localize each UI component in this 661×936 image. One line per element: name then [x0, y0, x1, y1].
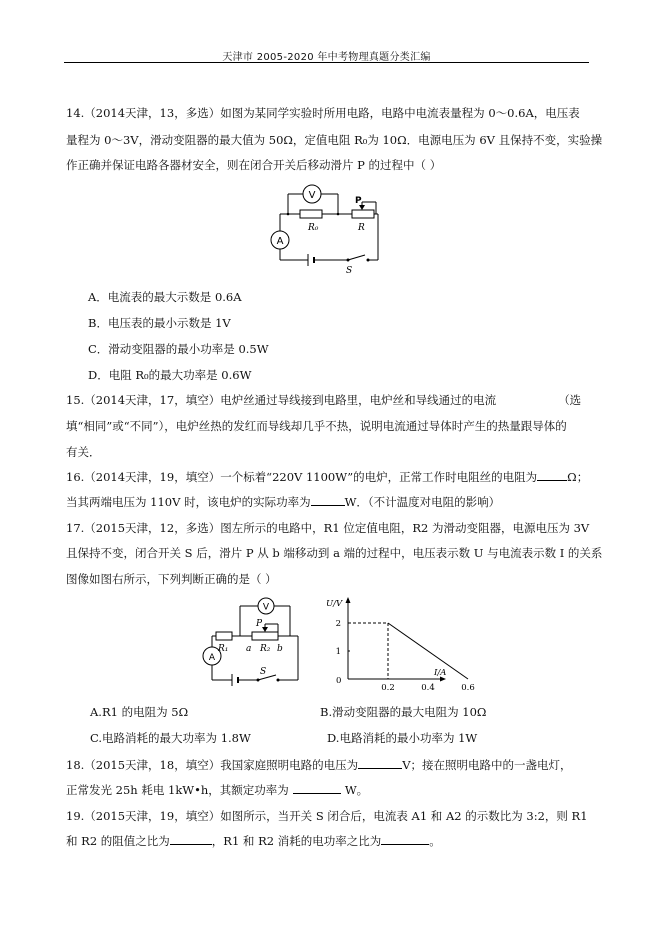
q15-line-3-text: 有关．	[66, 445, 101, 459]
q18-line-1-text: 18.（2015天津，18，填空）我国家庭照明电路的电压为	[66, 758, 359, 772]
q14-slider-label: P	[355, 196, 362, 206]
q16-line-2	[66, 494, 500, 510]
q16-line-1-text: 16.（2014天津，19，填空）一个标着“220V 1100W”的电炉，正常工作时电阻丝的电阻为	[66, 470, 538, 484]
q17-a-label: a	[246, 644, 252, 654]
x-tick-label: 0.6	[461, 683, 475, 693]
q17-b-label: b	[277, 644, 283, 654]
q14-circuit-diagram	[270, 180, 390, 275]
q17-ammeter-label: A	[208, 653, 216, 663]
q19-line-1: 19.（2015天津，19，填空）如图所示，当开关 S 闭合后，电流表 A1 和 A2 的示数比为 3:2，则 R1	[66, 809, 588, 823]
q14-ammeter-label: A	[276, 236, 284, 247]
q17-resistor-r1	[216, 632, 232, 640]
q19-line-2-tail: 。	[429, 834, 441, 848]
q14-line-2: 量程为 0～3V，滑动变阻器的最大值为 50Ω，定值电阻 R₀为 10Ω．电源电压为 6V 且保持不变，实验操	[66, 133, 603, 147]
q17-ui-graph	[318, 593, 475, 695]
q16-line-2-tail: W．（不计温度对电阻的影响）	[344, 495, 501, 509]
q15-line-1-text: 15.（2014天津，17，填空）电炉丝通过导线接到电路里，电炉丝和导线通过的电流	[66, 393, 497, 407]
q17-switch-label: S	[260, 667, 267, 677]
q17-voltmeter-label: V	[262, 602, 270, 613]
q17-option-b: B.滑动变阻器的最大电阻为 10Ω	[320, 705, 487, 719]
q16-line-2-text: 当其两端电压为 110V 时，该电炉的实际功率为	[66, 495, 311, 509]
q17-line-3: 图像如图右所示，下列判断正确的是（ ）	[66, 572, 277, 586]
q18-blank-2	[293, 783, 341, 794]
q19-blank-1	[170, 834, 212, 845]
q17-slider-label: P	[256, 619, 263, 629]
q16-blank-1	[537, 470, 567, 481]
q14-option-a: A．电流表的最大示数是 0.6A	[88, 290, 242, 304]
q14-r-label: R	[358, 223, 365, 233]
x-tick-label: 0.2	[381, 683, 395, 693]
q18-line-1	[66, 757, 572, 773]
q19-blank-2	[381, 834, 429, 845]
header-divider	[64, 62, 589, 63]
q19-line-2	[66, 833, 441, 849]
q14-voltmeter-label: V	[308, 190, 316, 201]
q17-rheostat-r2	[252, 632, 278, 640]
q19-line-2-mid: ，R1 和 R2 消耗的电功率之比为	[211, 834, 382, 848]
y-tick-label: 1	[335, 647, 341, 657]
y-tick-label: 2	[335, 619, 341, 629]
q17-r1-label: R₁	[218, 644, 229, 654]
q15-line-2: 填“相同”或“不同”），电炉丝热的发红而导线却几乎不热，说明电流通过导体时产生的热量跟导体的	[66, 419, 567, 433]
q14-option-c: C．滑动变阻器的最小功率是 0.5W	[88, 342, 269, 356]
q15-line-1-tail: （选	[558, 393, 582, 407]
q18-line-2	[66, 782, 368, 798]
q14-r0-label: R₀	[308, 223, 319, 233]
q17-circuit-diagram	[192, 598, 304, 690]
q18-line-2-tail: W。	[344, 783, 369, 797]
q16-line-1-tail: Ω；	[567, 470, 589, 484]
q17-r2-label: R₂	[260, 644, 271, 654]
q17-option-c: C.电路消耗的最大功率为 1.8W	[90, 731, 251, 745]
q16-blank-2	[311, 495, 345, 506]
q14-resistor-r0	[300, 210, 322, 218]
q15-line-1	[66, 392, 581, 408]
q14-option-d: D．电阻 R₀的最大功率是 0.6W	[88, 368, 252, 382]
x-tick-label: 0.4	[421, 683, 435, 693]
q14-switch-label: S	[346, 266, 353, 276]
q15-line-3	[66, 444, 101, 460]
q18-blank-1	[358, 758, 402, 769]
q17-option-a: A.R1 的电阻为 5Ω	[90, 705, 189, 719]
q17-line-2: 且保持不变，闭合开关 S 后，滑片 P 从 b 端移动到 a 端的过程中，电压表示数 U 与电流表示数 I 的关系	[66, 546, 603, 560]
y-axis-arrow	[346, 597, 351, 603]
q14-rheostat-r	[352, 210, 374, 218]
q18-line-1-tail: V；接在照明电路中的一盏电灯，	[402, 758, 572, 772]
q17-option-d: D.电路消耗的最小功率为 1W	[327, 731, 478, 745]
x-axis-label: I/A	[434, 668, 447, 678]
q17-line-1: 17.（2015天津，12，多选）图左所示的电路中，R1 位定值电阻，R2 为滑动变阻器，电源电压为 3V	[66, 521, 590, 535]
origin-label: 0	[336, 676, 342, 686]
q14-option-b: B．电压表的最小示数是 1V	[88, 316, 231, 330]
q16-line-1	[66, 469, 588, 485]
q14-line-1: 14.（2014天津，13，多选）如图为某同学实验时所用电路，电路中电流表量程为 0～0.6A，电压表	[66, 106, 580, 120]
series-line	[388, 623, 468, 679]
q18-line-2-text: 正常发光 25h 耗电 1kW•h，其额定功率为	[66, 783, 289, 797]
q19-line-2-text: 和 R2 的阻值之比为	[66, 834, 170, 848]
q14-line-3: 作正确并保证电路各器材安全，则在闭合开关后移动滑片 P 的过程中（ ）	[66, 158, 442, 172]
y-axis-label: U/V	[326, 599, 343, 609]
page-header: 天津市 2005-2020 年中考物理真题分类汇编	[222, 52, 431, 63]
